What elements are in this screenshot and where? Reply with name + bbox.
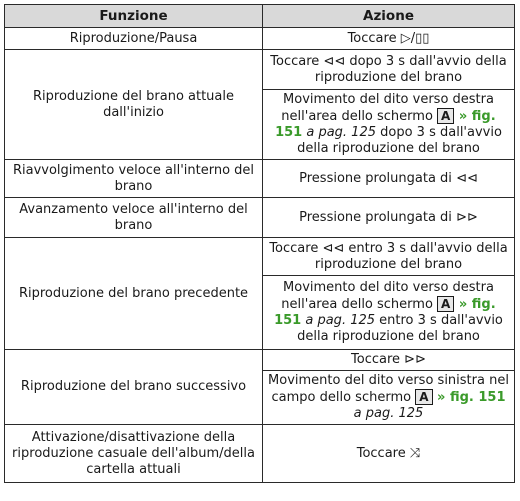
table-row: [5, 198, 515, 238]
azione-text-post: entro 3 s dall'avvio della riproduzione del brano: [297, 313, 503, 344]
funzione-cell: Riproduzione del brano precedente: [5, 238, 263, 350]
funzione-cell: Riproduzione del brano attuale dall'inizio: [5, 50, 263, 160]
play-pause-icon: ▷/▯▯: [400, 30, 430, 46]
figure-reference-link[interactable]: » fig. 151: [275, 109, 496, 140]
azione-cell: [263, 350, 515, 371]
azione-text: Toccare: [347, 30, 401, 46]
azione-text-pre: Toccare: [270, 53, 324, 69]
figure-reference-link[interactable]: » fig. 151: [274, 297, 496, 328]
azione-text-mid: a: [301, 313, 318, 328]
table-header-row: [5, 5, 515, 28]
header-azione: Azione: [263, 5, 515, 28]
azione-text-mid: a: [302, 125, 319, 140]
fast-forward-icon: ⊳⊳: [404, 352, 426, 367]
function-action-table: [4, 4, 515, 483]
screen-area-a-badge: A: [437, 108, 454, 124]
funzione-cell: Attivazione/disattivazione della riproduzione casuale dell'album/della cartella attuali: [5, 425, 263, 483]
fast-forward-icon: ⊳⊳: [456, 209, 478, 225]
azione-text-post: entro 3 s dall'avvio della riproduzione del brano: [314, 240, 508, 272]
azione-text: Toccare: [351, 352, 405, 367]
azione-cell: [263, 198, 515, 238]
table-row: [5, 425, 515, 483]
azione-text-pre: Movimento del dito verso destra nell'area dello schermo: [281, 92, 494, 124]
azione-cell: [263, 50, 515, 90]
funzione-cell: Avanzamento veloce all'interno del brano: [5, 198, 263, 238]
funzione-cell: Riproduzione/Pausa: [5, 28, 263, 50]
azione-text-post: dopo 3 s dall'avvio della riproduzione del brano: [314, 53, 507, 85]
rewind-icon: ⊲⊲: [323, 53, 346, 69]
azione-text-post: dopo 3 s dall'avvio della riproduzione del brano: [297, 125, 502, 156]
table-row: [5, 28, 515, 50]
screen-area-a-badge: A: [437, 296, 454, 312]
azione-cell: [263, 90, 515, 160]
azione-cell: [263, 160, 515, 198]
azione-text: Pressione prolungata di: [299, 209, 457, 225]
table-row: [5, 160, 515, 198]
header-funzione: Funzione: [5, 5, 263, 28]
page-reference: pag. 125: [317, 313, 376, 328]
rewind-icon: ⊲⊲: [456, 170, 478, 186]
azione-cell: [263, 238, 515, 276]
table-row: [5, 238, 515, 276]
azione-cell: [263, 425, 515, 483]
rewind-icon: ⊲⊲: [322, 240, 345, 256]
table-row: [5, 50, 515, 90]
funzione-cell: Riavvolgimento veloce all'interno del brano: [5, 160, 263, 198]
azione-cell: [263, 276, 515, 350]
azione-text-mid: a: [353, 406, 366, 421]
azione-text-pre: Movimento del dito verso destra nell'area dello schermo: [281, 280, 494, 312]
azione-cell: [263, 28, 515, 50]
screen-area-a-badge: A: [415, 389, 432, 405]
funzione-cell: Riproduzione del brano successivo: [5, 350, 263, 425]
azione-text: Pressione prolungata di: [299, 170, 457, 186]
azione-text-pre: Toccare: [269, 240, 323, 256]
azione-cell: [263, 371, 515, 425]
page-reference: pag. 125: [318, 125, 376, 140]
azione-text-pre: Movimento del dito verso sinistra nel campo dello schermo: [268, 373, 509, 405]
shuffle-icon: ⤨: [409, 445, 421, 461]
page-reference: pag. 125: [365, 406, 424, 421]
figure-reference-link[interactable]: » fig. 151: [432, 390, 506, 405]
azione-text: Toccare: [356, 445, 410, 461]
table-row: [5, 350, 515, 371]
